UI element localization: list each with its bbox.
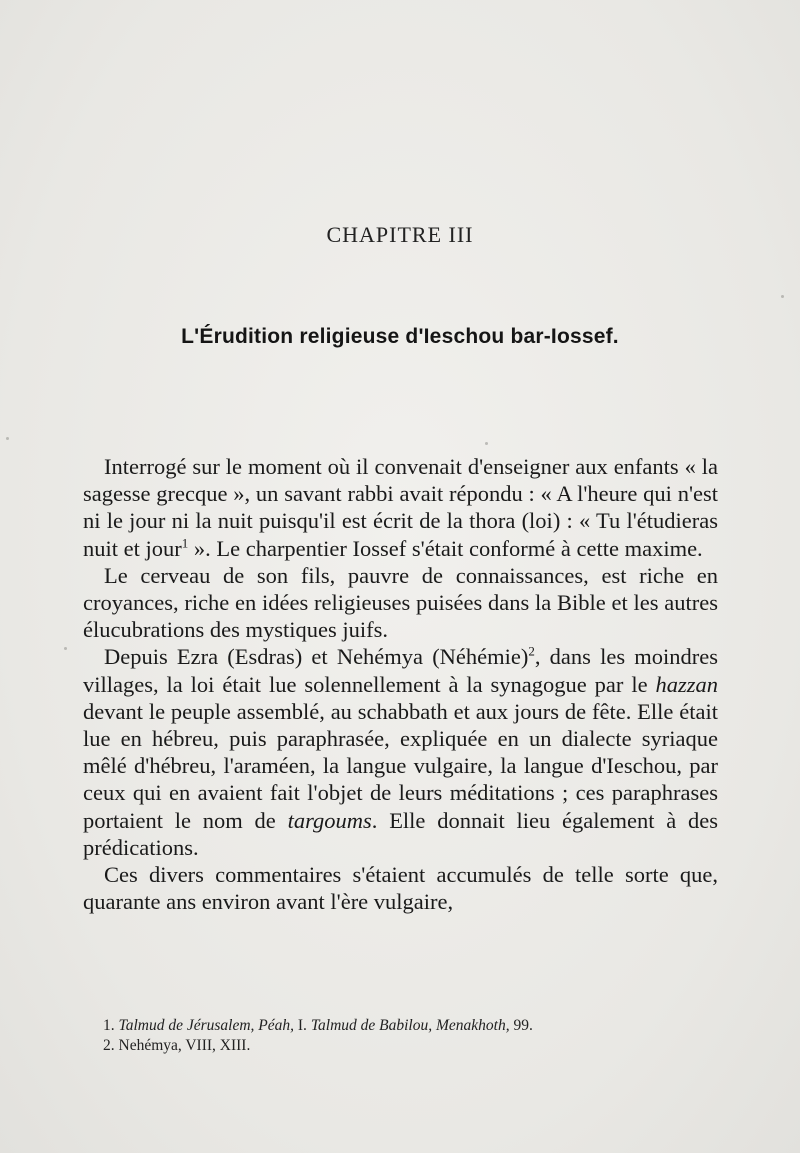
paragraph-1-text: Interrogé sur le moment où il convenait d'enseigner aux enfants « la sagesse grecque », un savant rabbi avait répondu : « A l'heure qui n'est ni le jour ni la nuit puisqu'il est écrit de la thora (loi) : « Tu l'étudieras nuit et jour xyxy=(83,454,718,561)
paragraph-3-text-a: Depuis Ezra (Esdras) et Nehémya (Néhémie) xyxy=(104,644,529,670)
footnote-1-end: 99. xyxy=(509,1017,533,1034)
footnote-2-number: 2. xyxy=(103,1037,115,1054)
footnote-ref-1: 1 xyxy=(181,535,189,551)
footnote-1 xyxy=(103,1016,723,1036)
footnote-1-mid: I. xyxy=(294,1017,311,1034)
footnote-2 xyxy=(103,1036,723,1056)
term-targoums: targoums xyxy=(287,807,372,833)
chapter-title: L'Érudition religieuse d'Ieschou bar-Iossef. xyxy=(181,325,619,348)
paragraph-3-text-d: . Elle donnait lieu également à des prédications. xyxy=(83,807,719,860)
paragraph-3 xyxy=(83,643,718,861)
footnotes xyxy=(103,1016,723,1056)
footnote-2-text: Nehémya, VIII, XIII. xyxy=(118,1037,251,1054)
footnote-1-ref-a: Talmud de Jérusalem, Péah, xyxy=(118,1017,295,1034)
paper-speck xyxy=(781,295,784,298)
paragraph-1-text-end: ». Le charpentier Iossef s'était conformé à cette maxime. xyxy=(188,535,703,561)
paper-speck xyxy=(6,437,9,440)
term-hazzan: hazzan xyxy=(655,671,718,697)
footnote-1-ref-b: Talmud de Babilou, Menakhoth, xyxy=(310,1017,510,1034)
paper-speck xyxy=(485,442,488,445)
paragraph-2: Le cerveau de son fils, pauvre de connaissances, est riche en croyances, riche en idées religieuses puisées dans la Bible et les autres élucubrations des mystiques juifs. xyxy=(83,562,718,643)
paragraph-4: Ces divers commentaires s'étaient accumulés de telle sorte que, quarante ans environ avant l'ère vulgaire, xyxy=(83,862,718,915)
paper-speck xyxy=(64,647,67,650)
body-text xyxy=(83,453,718,915)
footnote-ref-2: 2 xyxy=(528,643,535,659)
paragraph-3-text-b: , dans les moindres villages, la loi était lue solennellement à la synagogue par le xyxy=(83,644,718,697)
paragraph-1 xyxy=(83,453,718,562)
footnote-1-number: 1. xyxy=(103,1017,115,1034)
chapter-heading: CHAPITRE III xyxy=(326,222,474,247)
paragraph-3-text-c: devant le peuple assemblé, au schabbath et aux jours de fête. Elle était lue en hébreu, puis paraphrasée, expliquée en un dialecte syriaque mêlé d'hébreu, l'araméen, la langue vulgaire, la langue d'Ieschou, par ceux qui en avaient fait l'objet de leurs méditations ; ces paraphrases portaient le nom de xyxy=(83,698,718,833)
